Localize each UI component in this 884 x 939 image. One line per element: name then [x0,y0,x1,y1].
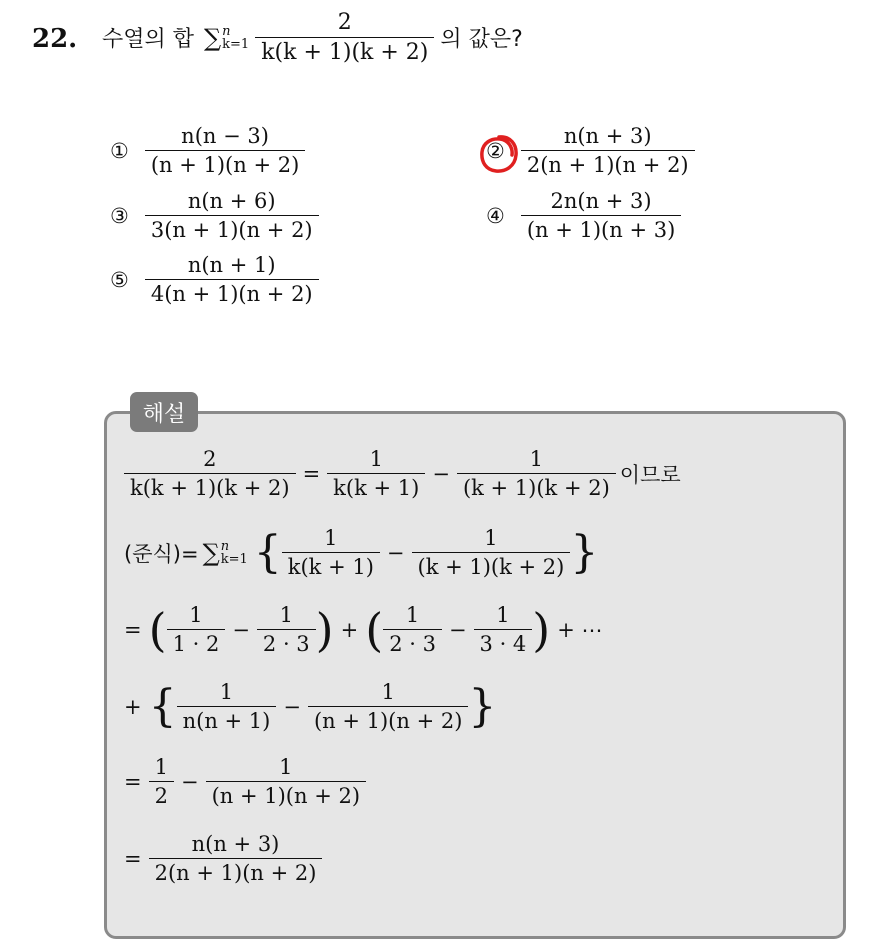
line5-equals: = [124,769,142,794]
line2-prefix: (준식)= [124,541,199,566]
choice-2-fraction [521,124,695,177]
choice-1[interactable] [110,124,305,177]
line2-fraction-b [412,526,571,579]
line4-left-brace: { [148,680,177,732]
sigma-limits [222,25,249,51]
line2-a-numerator: 1 [324,526,338,550]
line4-right-brace: } [468,680,497,732]
line2-b-numerator: 1 [484,526,498,550]
line1-fraction-a [124,447,296,500]
line2-sigma-upper: n [220,538,230,554]
line3-c-denominator: 2 · 3 [383,629,442,656]
choice-4[interactable] [486,189,681,242]
line3-right-paren-2: ) [532,602,551,657]
line1-suffix: 이므로 [619,462,681,487]
solution-label: 해설 [130,392,198,432]
sigma-upper: n [222,23,231,39]
choice-5-mark: ⑤ [110,267,129,292]
line3-left-paren-2: ( [365,602,384,657]
line4-fraction-b [308,680,468,733]
line2-fraction-a [282,526,380,579]
line5-fraction-b [206,755,366,808]
choice-1-fraction [145,124,305,177]
line3-fraction-a [167,603,226,656]
question-text [102,10,523,65]
line1-minus: − [432,461,450,486]
line6-equals: = [124,846,142,871]
line1-a-numerator: 2 [203,447,217,471]
line5-b-numerator: 1 [279,755,293,779]
solution-line-4 [124,680,496,733]
line3-b-numerator: 1 [279,603,293,627]
line2-sigma-symbol: ∑ [202,538,220,567]
question-fraction-denominator: k(k + 1)(k + 2) [255,37,434,65]
line1-equals: = [302,461,321,486]
line5-b-denominator: (n + 1)(n + 2) [206,781,366,808]
line3-minus-1: − [232,617,250,642]
line3-fraction-c [383,603,442,656]
line3-tail: + ⋯ [557,617,603,642]
line3-fraction-b [257,603,316,656]
line1-fraction-c [457,447,616,500]
answer-circle-icon [476,131,522,177]
line2-minus: − [386,540,405,565]
line4-plus: + [124,694,142,719]
choice-4-denominator: (n + 1)(n + 3) [521,215,681,242]
choice-3-numerator: n(n + 6) [187,189,276,213]
choice-5-fraction [145,253,319,306]
choice-2-numerator: n(n + 3) [563,124,652,148]
solution-line-2 [124,526,598,579]
question-fraction-numerator: 2 [337,10,352,35]
question-fraction [255,10,434,65]
question-suffix: 의 값은? [440,27,523,52]
solution-line-6 [124,832,322,885]
choice-1-mark: ① [110,138,129,163]
choice-5[interactable] [110,253,319,306]
choice-3-denominator: 3(n + 1)(n + 2) [145,215,319,242]
choice-5-numerator: n(n + 1) [187,253,276,277]
line3-d-denominator: 3 · 4 [474,629,533,656]
line5-minus: − [180,769,199,794]
choice-2-denominator: 2(n + 1)(n + 2) [521,150,695,177]
line4-b-numerator: 1 [381,680,395,704]
line3-d-numerator: 1 [496,603,510,627]
line1-b-numerator: 1 [369,447,383,471]
choice-1-denominator: (n + 1)(n + 2) [145,150,305,177]
line1-c-denominator: (k + 1)(k + 2) [457,473,616,500]
choice-4-fraction [521,189,681,242]
line3-a-numerator: 1 [189,603,203,627]
line6-a-numerator: n(n + 3) [191,832,280,856]
line1-b-denominator: k(k + 1) [327,473,425,500]
line4-b-denominator: (n + 1)(n + 2) [308,706,468,733]
solution-line-1 [124,447,681,500]
line4-a-denominator: n(n + 1) [177,706,277,733]
line2-sigma-lower: k=1 [220,551,248,567]
choice-3-mark: ③ [110,203,129,228]
line6-a-denominator: 2(n + 1)(n + 2) [149,858,323,885]
line4-a-numerator: 1 [219,680,234,704]
line2-b-denominator: (k + 1)(k + 2) [412,552,571,579]
line1-fraction-b [327,447,425,500]
line2-sigma-limits [221,540,248,566]
choice-4-numerator: 2n(n + 3) [550,189,652,213]
line3-right-paren-1: ) [315,602,334,657]
question-prefix: 수열의 합 [102,27,195,52]
choice-3[interactable] [110,189,319,242]
line3-minus-2: − [448,617,467,642]
line3-b-denominator: 2 · 3 [257,629,316,656]
question-number: 22. [32,24,78,54]
line6-fraction-a [149,832,323,885]
solution-line-5 [124,755,366,808]
line3-equals: = [124,617,142,642]
choice-2-mark: ② [486,138,505,163]
solution-line-3 [124,603,610,656]
line5-fraction-a [149,755,174,808]
line3-plus: + [340,617,359,642]
line5-a-denominator: 2 [149,781,174,808]
line1-a-denominator: k(k + 1)(k + 2) [124,473,296,500]
line2-a-denominator: k(k + 1) [282,552,380,579]
sigma-symbol: ∑ [204,23,222,52]
choice-1-numerator: n(n − 3) [181,124,269,148]
line4-fraction-a [177,680,277,733]
line3-a-denominator: 1 · 2 [167,629,226,656]
choice-4-mark: ④ [486,203,505,228]
line3-fraction-d [474,603,533,656]
line2-left-brace: { [253,526,282,578]
line3-left-paren-1: ( [148,602,167,657]
line5-a-numerator: 1 [154,755,168,779]
line1-c-numerator: 1 [529,447,544,471]
line2-right-brace: } [570,526,599,578]
line3-c-numerator: 1 [405,603,420,627]
line4-minus: − [283,694,301,719]
sigma-lower: k=1 [222,36,250,52]
choice-3-fraction [145,189,319,242]
choice-5-denominator: 4(n + 1)(n + 2) [145,279,319,306]
